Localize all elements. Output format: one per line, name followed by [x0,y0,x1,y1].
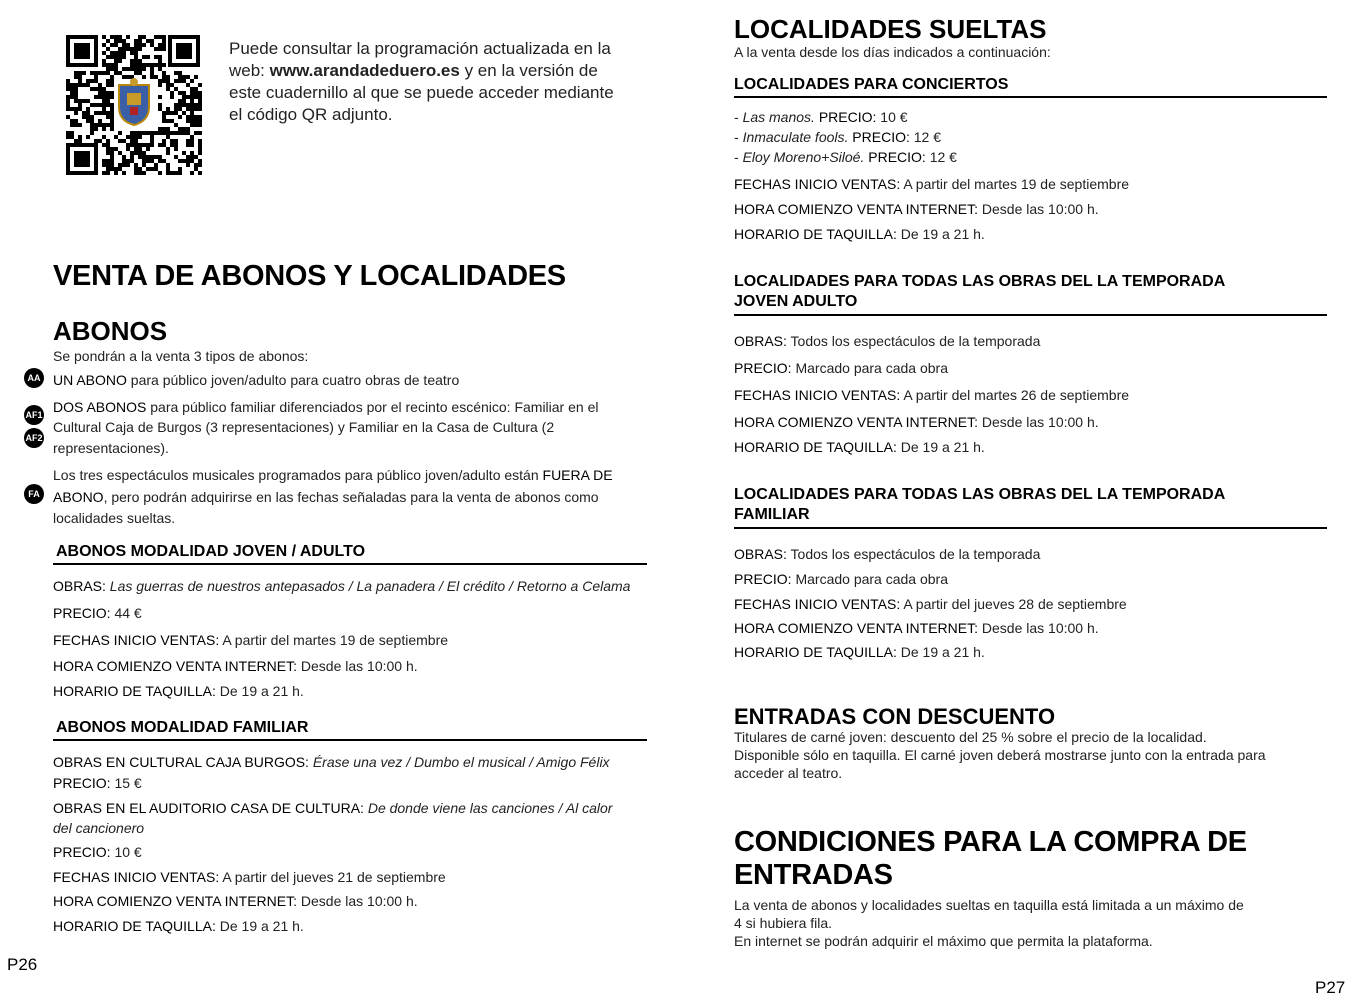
abono-item-3-line2: ABONO, pero podrán adquirirse en las fechas señaladas para la venta de abonos como [53,489,599,505]
abonos-familiar-obras-2: OBRAS EN EL AUDITORIO CASA DE CULTURA: De donde viene las canciones / Al calor [53,800,613,816]
abonos-familiar-obras-2-cont: del cancionero [53,820,145,836]
abonos-title: ABONOS [53,316,168,346]
qr-code [64,33,204,178]
badge-af2: AF2 [24,428,44,448]
localidades-familiar-precio: PRECIO: Marcado para cada obra [734,571,949,587]
abonos-joven-obras: OBRAS: Las guerras de nuestros antepasados / La panadera / El crédito / Retorno a Celama [53,578,631,594]
page-title: VENTA DE ABONOS Y LOCALIDADES [53,260,566,292]
badge-fa: FA [24,484,44,504]
page-number-left: P26 [7,955,38,974]
abonos-joven-taquilla: HORARIO DE TAQUILLA: De 19 a 21 h. [53,683,304,699]
abono-item-1: UN ABONO para público joven/adulto para cuatro obras de teatro [53,372,460,388]
abono-item-3-line1: Los tres espectáculos musicales programados para público joven/adulto están FUERA DE [53,467,613,483]
condiciones-title: CONDICIONES PARA LA COMPRA DE ENTRADAS [734,826,1247,891]
abono-item-2-line2: Cultural Caja de Burgos (3 representaciones) y Familiar en la Casa de Cultura (2 [53,419,555,435]
concierto-item: - Inmaculate fools. PRECIO: 12 € [734,129,942,145]
abonos-familiar-obras-1: OBRAS EN CULTURAL CAJA BURGOS: Érase una vez / Dumbo el musical / Amigo Félix [53,754,610,770]
localidades-familiar-taquilla: HORARIO DE TAQUILLA: De 19 a 21 h. [734,644,985,660]
localidades-joven-obras: OBRAS: Todos los espectáculos de la temporada [734,333,1041,349]
abonos-familiar-heading: ABONOS MODALIDAD FAMILIAR [53,719,647,741]
localidades-joven-precio: PRECIO: Marcado para cada obra [734,360,949,376]
badge-aa: AA [24,368,44,388]
conciertos-taquilla: HORARIO DE TAQUILLA: De 19 a 21 h. [734,226,985,242]
localidades-familiar-obras: OBRAS: Todos los espectáculos de la temporada [734,546,1041,562]
abono-item-3-line3: localidades sueltas. [53,510,176,526]
localidades-familiar-hora: HORA COMIENZO VENTA INTERNET: Desde las 10:00 h. [734,620,1099,636]
abonos-familiar-fechas: FECHAS INICIO VENTAS: A partir del jueves 21 de septiembre [53,869,446,885]
abonos-familiar-taquilla: HORARIO DE TAQUILLA: De 19 a 21 h. [53,918,304,934]
abono-item-2-line1: DOS ABONOS para público familiar diferenciados por el recinto escénico: Familiar en el [53,399,599,415]
website-link[interactable]: www.arandadeduero.es [269,61,460,80]
concierto-item: - Eloy Moreno+Siloé. PRECIO: 12 € [734,149,957,165]
condiciones-text: La venta de abonos y localidades sueltas en taquilla está limitada a un máximo de 4 si hubiera fila. En internet se podrán adquirir el máximo que permita la plataforma. [734,897,1244,949]
abonos-familiar-precio-1: PRECIO: 15 € [53,775,142,791]
descuento-title: ENTRADAS CON DESCUENTO [734,704,1056,729]
conciertos-heading: LOCALIDADES PARA CONCIERTOS [734,76,1327,98]
abonos-joven-precio: PRECIO: 44 € [53,605,142,621]
abono-item-2-line3: representaciones). [53,440,169,456]
abonos-joven-hora: HORA COMIENZO VENTA INTERNET: Desde las 10:00 h. [53,658,418,674]
sueltas-subtitle: A la venta desde los días indicados a continuación: [734,44,1051,60]
page-number-right: P27 [1315,978,1346,997]
localidades-familiar-heading: LOCALIDADES PARA TODAS LAS OBRAS DEL LA TEMPORADA FAMILIAR [734,485,1327,529]
conciertos-hora: HORA COMIENZO VENTA INTERNET: Desde las 10:00 h. [734,201,1099,217]
localidades-joven-heading: LOCALIDADES PARA TODAS LAS OBRAS DEL LA TEMPORADA JOVEN ADULTO [734,272,1327,316]
intro-text: Puede consultar la programación actualizada en la web: www.arandadeduero.es y en la versión de este cuadernillo al que se puede acceder mediante el código QR adjunto. [229,39,614,124]
abonos-subtitle: Se pondrán a la venta 3 tipos de abonos: [53,348,309,364]
localidades-joven-hora: HORA COMIENZO VENTA INTERNET: Desde las 10:00 h. [734,414,1099,430]
badge-af1: AF1 [24,405,44,425]
abonos-familiar-precio-2: PRECIO: 10 € [53,844,142,860]
concierto-item: - Las manos. PRECIO: 10 € [734,109,908,125]
localidades-joven-fechas: FECHAS INICIO VENTAS: A partir del martes 26 de septiembre [734,387,1130,403]
abonos-joven-heading: ABONOS MODALIDAD JOVEN / ADULTO [53,543,647,565]
descuento-text: Titulares de carné joven: descuento del 25 % sobre el precio de la localidad. Disponible sólo en taquilla. El carné joven deberá mostrarse junto con la entrada para acceder al teatro. [734,729,1266,781]
localidades-familiar-fechas: FECHAS INICIO VENTAS: A partir del jueves 28 de septiembre [734,596,1127,612]
abonos-familiar-hora: HORA COMIENZO VENTA INTERNET: Desde las 10:00 h. [53,893,418,909]
localidades-joven-taquilla: HORARIO DE TAQUILLA: De 19 a 21 h. [734,439,985,455]
abonos-joven-fechas: FECHAS INICIO VENTAS: A partir del martes 19 de septiembre [53,632,449,648]
sueltas-title: LOCALIDADES SUELTAS [734,14,1047,44]
conciertos-fechas: FECHAS INICIO VENTAS: A partir del martes 19 de septiembre [734,176,1130,192]
